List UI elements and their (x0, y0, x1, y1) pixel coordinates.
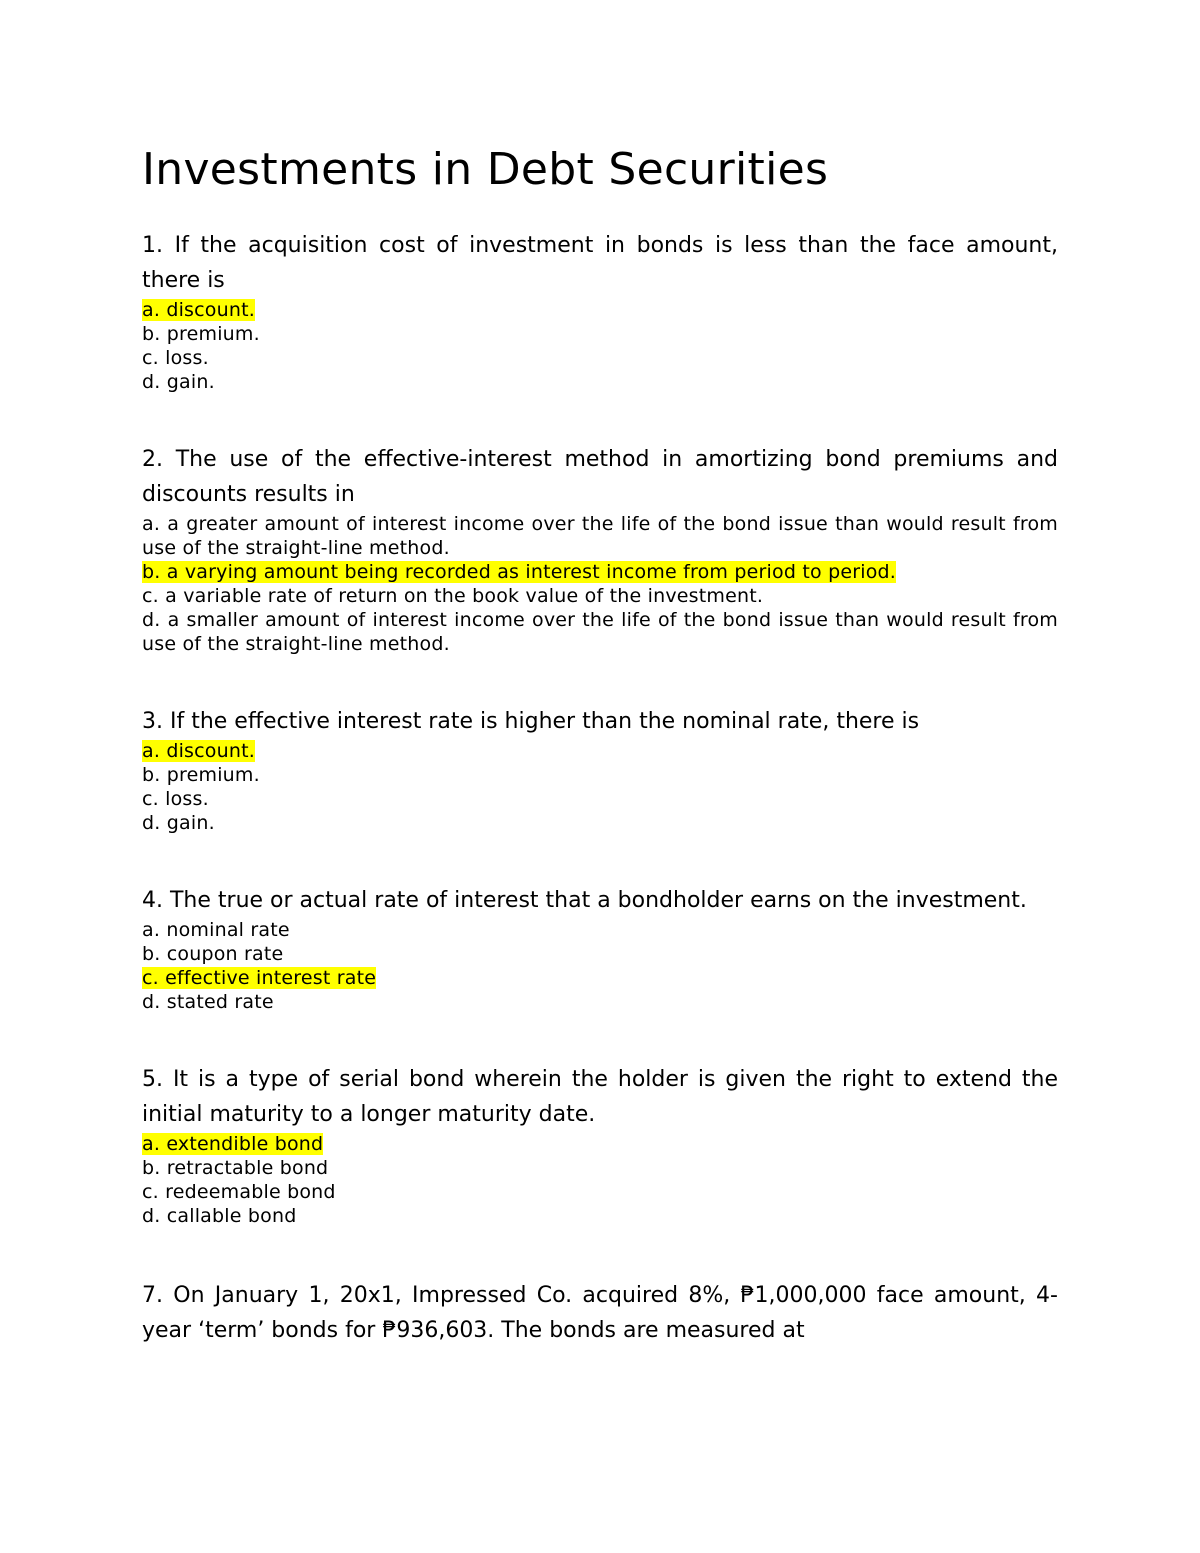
question-1 (142, 228, 1058, 394)
question-3 (142, 704, 1058, 835)
spacer (142, 1014, 1058, 1062)
option-d: d. stated rate (142, 991, 274, 1013)
option-b: b. coupon rate (142, 943, 284, 965)
question-stem: 1. If the acquisition cost of investment in bonds is less than the face amount, there is (142, 233, 1058, 293)
option-c: c. redeemable bond (142, 1181, 336, 1203)
option-a: a. nominal rate (142, 919, 290, 941)
question-2 (142, 442, 1058, 656)
option-list (142, 1132, 1058, 1228)
question-stem: 7. On January 1, 20x1, Impressed Co. acquired 8%, ₱1,000,000 face amount, 4-year ‘term’ bonds for ₱936,603. The bonds are measured at (142, 1283, 1058, 1343)
document-title: Investments in Debt Securities (142, 144, 829, 195)
option-a (142, 739, 1058, 763)
highlighted-answer: a. discount. (142, 740, 256, 762)
question-stem: 3. If the effective interest rate is higher than the nominal rate, there is (142, 709, 920, 734)
question-stem: 2. The use of the effective-interest method in amortizing bond premiums and discounts results in (142, 447, 1058, 507)
question-stem: 5. It is a type of serial bond wherein the holder is given the right to extend the initial maturity to a longer maturity date. (142, 1067, 1058, 1127)
question-stem: 4. The true or actual rate of interest that a bondholder earns on the investment. (142, 888, 1027, 913)
option-b: b. premium. (142, 764, 260, 786)
option-list (142, 512, 1058, 656)
option-list (142, 739, 1058, 835)
spacer (142, 656, 1058, 704)
option-c: c. loss. (142, 347, 209, 369)
highlighted-answer: a. discount. (142, 299, 256, 321)
option-list (142, 298, 1058, 394)
spacer (142, 1228, 1058, 1278)
option-b: b. premium. (142, 323, 260, 345)
option-d: d. gain. (142, 371, 215, 393)
option-d: d. callable bond (142, 1205, 297, 1227)
spacer (142, 394, 1058, 442)
option-a (142, 298, 1058, 322)
question-7 (142, 1278, 1058, 1348)
document-page (142, 140, 1058, 1348)
option-c: c. a variable rate of return on the book value of the investment. (142, 585, 764, 607)
option-b: b. retractable bond (142, 1157, 329, 1179)
highlighted-answer: b. a varying amount being recorded as interest income from period to period. (142, 561, 897, 583)
question-4 (142, 883, 1058, 1014)
option-a (142, 1132, 1058, 1156)
option-d: d. a smaller amount of interest income over the life of the bond issue than would result from use of the straight-line method. (142, 609, 1058, 655)
option-c: c. loss. (142, 788, 209, 810)
spacer (142, 835, 1058, 883)
option-a: a. a greater amount of interest income over the life of the bond issue than would result from use of the straight-line method. (142, 513, 1058, 559)
option-b (142, 560, 1058, 584)
highlighted-answer: a. extendible bond (142, 1133, 324, 1155)
option-list (142, 918, 1058, 1014)
option-d: d. gain. (142, 812, 215, 834)
question-5 (142, 1062, 1058, 1228)
option-c (142, 966, 1058, 990)
highlighted-answer: c. effective interest rate (142, 967, 377, 989)
